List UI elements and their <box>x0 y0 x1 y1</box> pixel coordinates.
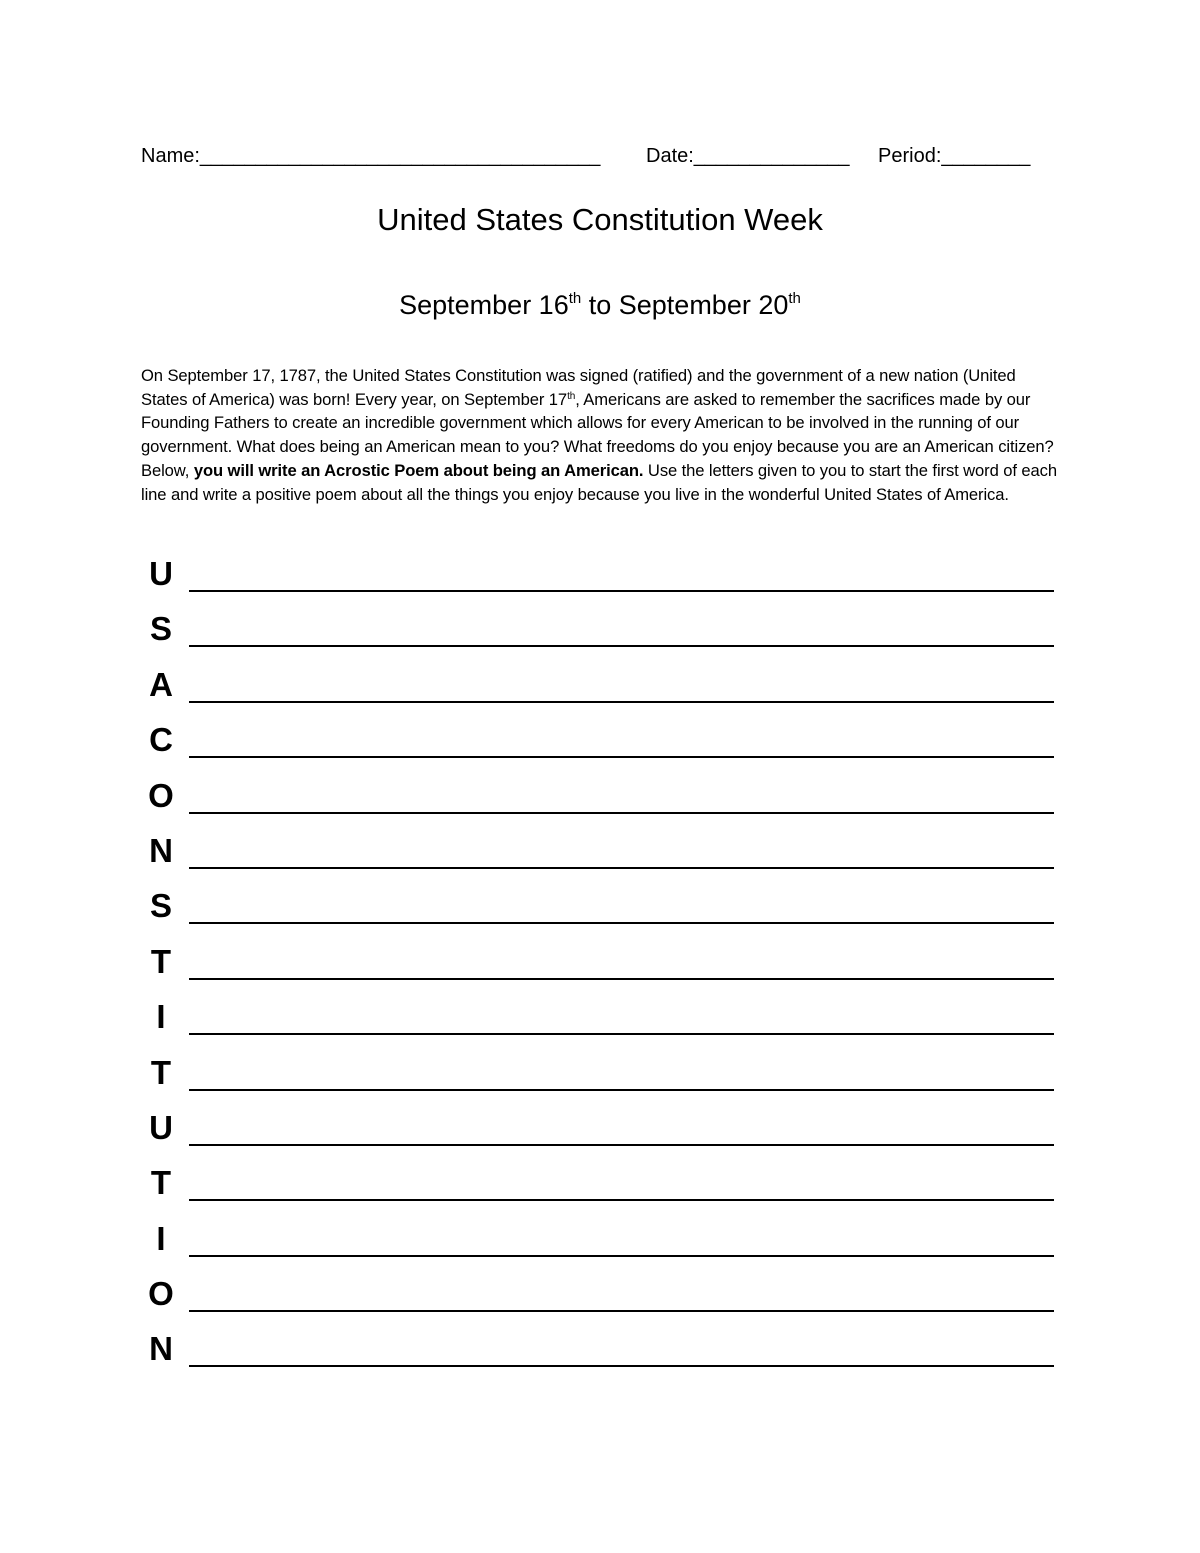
acrostic-poem <box>141 552 1061 1383</box>
acrostic-letter: O <box>148 776 174 814</box>
acrostic-letter: T <box>150 1053 172 1091</box>
instructions-paragraph <box>141 364 1063 506</box>
acrostic-blank-line[interactable] <box>189 1033 1054 1035</box>
acrostic-letter: N <box>149 831 173 869</box>
acrostic-line <box>141 884 1061 939</box>
acrostic-letter: S <box>149 610 172 648</box>
acrostic-blank-line[interactable] <box>189 756 1054 758</box>
acrostic-line <box>141 940 1061 995</box>
acrostic-blank-line[interactable] <box>189 1144 1054 1146</box>
acrostic-line <box>141 1106 1061 1161</box>
acrostic-blank-line[interactable] <box>189 1089 1054 1091</box>
acrostic-line <box>141 1217 1061 1272</box>
acrostic-letter: U <box>149 1108 173 1146</box>
acrostic-letter: N <box>149 1330 173 1368</box>
acrostic-letter: U <box>149 555 173 592</box>
acrostic-blank-line[interactable] <box>189 645 1054 647</box>
subtitle-start: September 16 <box>399 290 569 320</box>
acrostic-blank-line[interactable] <box>189 1199 1054 1201</box>
instructions-bold-task: you will write an Acrostic Poem about being an American. <box>193 460 644 480</box>
acrostic-line <box>141 663 1061 718</box>
acrostic-blank-line[interactable] <box>189 701 1054 703</box>
acrostic-letter: I <box>156 998 166 1036</box>
acrostic-line <box>141 1161 1061 1216</box>
subtitle-end-ordinal: th <box>788 290 801 307</box>
acrostic-blank-line[interactable] <box>189 1255 1054 1257</box>
name-field[interactable]: Name:____________________________________ <box>141 145 601 167</box>
acrostic-line <box>141 1051 1061 1106</box>
acrostic-line <box>141 1272 1061 1327</box>
subtitle-start-ordinal: th <box>568 290 582 307</box>
acrostic-letter: O <box>148 1275 174 1313</box>
acrostic-line <box>141 718 1061 773</box>
acrostic-letter: C <box>149 721 173 759</box>
acrostic-blank-line[interactable] <box>189 590 1054 592</box>
acrostic-blank-line[interactable] <box>189 922 1054 924</box>
acrostic-blank-line[interactable] <box>189 1365 1054 1367</box>
acrostic-blank-line[interactable] <box>189 867 1054 869</box>
acrostic-letter: T <box>150 942 172 980</box>
acrostic-blank-line[interactable] <box>189 1310 1054 1312</box>
acrostic-line <box>141 829 1061 884</box>
acrostic-line <box>141 995 1061 1050</box>
instructions-text-2: , Americans are asked to remember the sacrifices made by our Founding Fathers to create an incredible government which allows for every American to be involved in the running of our government. What does being an American mean to you? What freedoms do you enjoy because you are an American citizen? Below, <box>141 389 1054 480</box>
instructions-ordinal: th <box>567 390 576 402</box>
date-range-subtitle <box>0 285 1200 325</box>
page-title: United States Constitution Week <box>377 202 823 237</box>
acrostic-line <box>141 774 1061 829</box>
acrostic-letter: T <box>150 1164 172 1202</box>
acrostic-blank-line[interactable] <box>189 978 1054 980</box>
acrostic-line <box>141 1327 1061 1382</box>
period-field[interactable]: Period:________ <box>878 145 1031 167</box>
acrostic-blank-line[interactable] <box>189 812 1054 814</box>
acrostic-letter: A <box>149 665 173 703</box>
acrostic-letter: S <box>149 887 172 925</box>
instructions-text-1: On September 17, 1787, the United States Constitution was signed (ratified) and the government of a new nation (United States of America) was born! Every year, on September 17 <box>141 366 1016 409</box>
instructions-text-3: Use the letters given to you to start the first word of each line and write a positive poem about all the things you enjoy because you live in the wonderful United States of America. <box>141 460 1057 504</box>
subtitle-end: to September 20 <box>581 290 789 320</box>
acrostic-line <box>141 607 1061 662</box>
acrostic-letter: I <box>156 1219 166 1257</box>
date-field[interactable]: Date:______________ <box>646 145 850 167</box>
acrostic-line <box>141 552 1061 607</box>
